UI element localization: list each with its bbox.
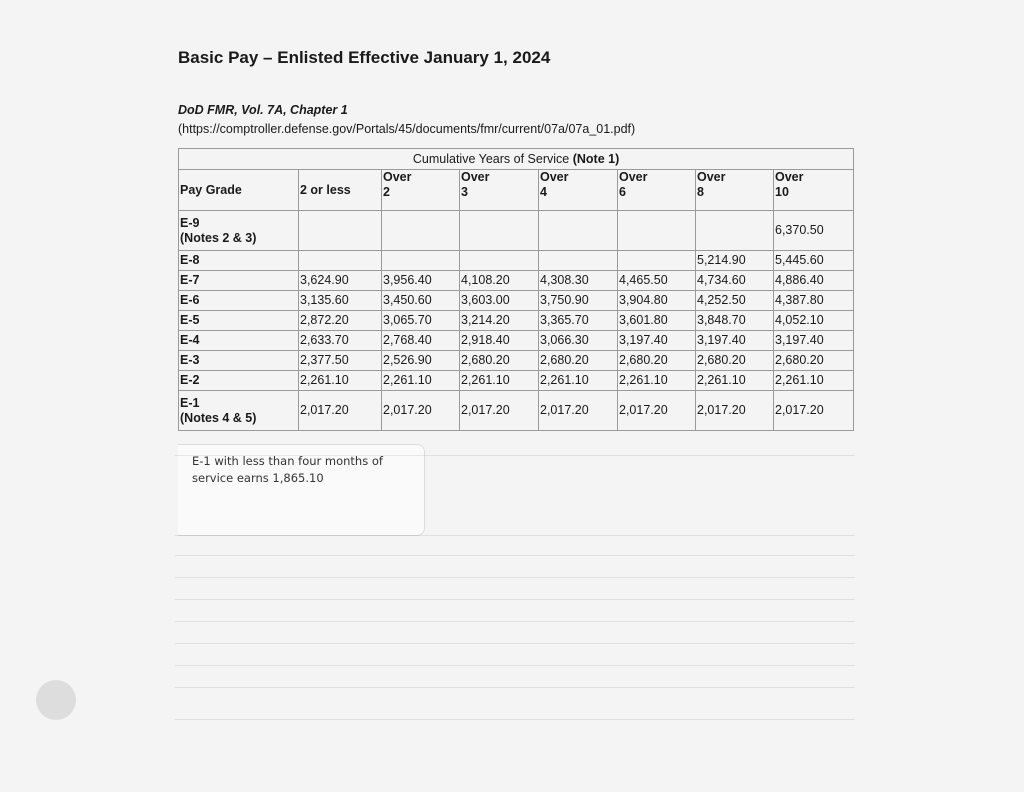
pay-value-cell: 2,768.40 — [382, 331, 460, 351]
pay-value-cell: 2,017.20 — [696, 391, 774, 431]
column-header: Over 2 — [382, 170, 460, 211]
pay-grade: E-6 — [180, 293, 200, 307]
table-row — [179, 331, 854, 351]
pay-value-cell: 2,261.10 — [539, 371, 618, 391]
column-header: Over 4 — [539, 170, 618, 211]
pay-value-cell: 3,197.40 — [618, 331, 696, 351]
pay-value-cell: 3,214.20 — [460, 311, 539, 331]
pay-value-cell — [460, 211, 539, 251]
pay-value-cell: 4,886.40 — [774, 271, 854, 291]
pay-grade: E-5 — [180, 313, 200, 327]
pay-value-cell — [539, 251, 618, 271]
pay-value-cell: 2,261.10 — [774, 371, 854, 391]
grade-note: (Notes 2 & 3) — [180, 230, 257, 245]
pay-value-cell: 3,197.40 — [696, 331, 774, 351]
pay-value-cell: 3,956.40 — [382, 271, 460, 291]
column-header: 2 or less — [299, 170, 382, 211]
pay-value-cell: 3,624.90 — [299, 271, 382, 291]
pay-grade-cell — [179, 251, 299, 271]
pay-value-cell: 2,680.20 — [774, 351, 854, 371]
pay-value-cell: 2,680.20 — [460, 351, 539, 371]
column-header: Over 6 — [618, 170, 696, 211]
pay-value-cell — [382, 251, 460, 271]
column-header: Over 10 — [774, 170, 854, 211]
table-row — [179, 311, 854, 331]
super-header: Cumulative Years of Service (Note 1) — [179, 149, 854, 170]
table-row — [179, 271, 854, 291]
pay-value-cell — [618, 211, 696, 251]
pay-grade: E-9 — [180, 215, 200, 230]
pay-value-cell: 6,370.50 — [774, 211, 854, 251]
pay-grade-cell — [179, 351, 299, 371]
pay-value-cell — [299, 251, 382, 271]
pay-grade-cell — [179, 391, 299, 431]
pay-value-cell: 2,017.20 — [539, 391, 618, 431]
pay-grade: E-2 — [180, 373, 200, 387]
pay-value-cell: 4,465.50 — [618, 271, 696, 291]
pay-grade-cell — [179, 371, 299, 391]
pay-value-cell: 2,872.20 — [299, 311, 382, 331]
pay-value-cell: 5,445.60 — [774, 251, 854, 271]
pay-grade-cell — [179, 291, 299, 311]
pay-grade: E-8 — [180, 253, 200, 267]
pay-value-cell — [460, 251, 539, 271]
pay-value-cell — [539, 211, 618, 251]
reference-citation: DoD FMR, Vol. 7A, Chapter 1 — [178, 103, 348, 117]
pay-value-cell: 2,918.40 — [460, 331, 539, 351]
pay-value-cell: 2,261.10 — [618, 371, 696, 391]
column-header: Over 8 — [696, 170, 774, 211]
table-row — [179, 351, 854, 371]
pay-value-cell — [382, 211, 460, 251]
note-text: E-1 with less than four months of service earns 1,865.10 — [192, 454, 383, 485]
pay-value-cell: 2,261.10 — [460, 371, 539, 391]
pay-value-cell: 2,680.20 — [618, 351, 696, 371]
pay-value-cell: 3,601.80 — [618, 311, 696, 331]
pay-value-cell: 4,052.10 — [774, 311, 854, 331]
pay-grade-cell — [179, 331, 299, 351]
pay-value-cell: 4,387.80 — [774, 291, 854, 311]
table-row — [179, 291, 854, 311]
pay-value-cell: 3,135.60 — [299, 291, 382, 311]
pay-value-cell — [299, 211, 382, 251]
pay-value-cell: 2,377.50 — [299, 351, 382, 371]
pay-grade-cell — [179, 271, 299, 291]
pay-grade: E-4 — [180, 333, 200, 347]
column-header: Over 3 — [460, 170, 539, 211]
pay-value-cell: 2,261.10 — [299, 371, 382, 391]
pay-grade-cell — [179, 311, 299, 331]
pay-table — [178, 148, 854, 431]
pay-value-cell: 4,308.30 — [539, 271, 618, 291]
pay-value-cell: 3,904.80 — [618, 291, 696, 311]
pay-value-cell: 2,680.20 — [696, 351, 774, 371]
pay-value-cell: 2,526.90 — [382, 351, 460, 371]
source-url: (https://comptroller.defense.gov/Portals/45/documents/fmr/current/07a/07a_01.pdf) — [178, 122, 636, 136]
pay-value-cell — [696, 211, 774, 251]
pay-value-cell: 3,197.40 — [774, 331, 854, 351]
pay-value-cell: 3,065.70 — [382, 311, 460, 331]
table-row — [179, 251, 854, 271]
pay-value-cell: 5,214.90 — [696, 251, 774, 271]
pay-value-cell: 2,017.20 — [382, 391, 460, 431]
pay-value-cell — [618, 251, 696, 271]
pay-value-cell: 4,252.50 — [696, 291, 774, 311]
pay-value-cell: 3,365.70 — [539, 311, 618, 331]
pay-value-cell: 2,261.10 — [696, 371, 774, 391]
pay-value-cell: 2,017.20 — [299, 391, 382, 431]
pay-value-cell: 2,680.20 — [539, 351, 618, 371]
pay-value-cell: 4,108.20 — [460, 271, 539, 291]
pay-value-cell: 3,750.90 — [539, 291, 618, 311]
pay-value-cell: 3,450.60 — [382, 291, 460, 311]
pay-value-cell: 3,603.00 — [460, 291, 539, 311]
note-box — [178, 444, 425, 536]
pay-value-cell: 2,017.20 — [460, 391, 539, 431]
column-header: Pay Grade — [179, 170, 299, 211]
pay-grade: E-7 — [180, 273, 200, 287]
punch-hole-shadow — [36, 680, 76, 720]
table-row — [179, 211, 854, 251]
pay-value-cell: 3,848.70 — [696, 311, 774, 331]
page-title: Basic Pay – Enlisted Effective January 1, 2024 — [178, 48, 551, 67]
pay-value-cell: 2,261.10 — [382, 371, 460, 391]
table-row — [179, 371, 854, 391]
pay-grade: E-3 — [180, 353, 200, 367]
pay-value-cell: 4,734.60 — [696, 271, 774, 291]
table-row — [179, 391, 854, 431]
pay-value-cell: 2,017.20 — [618, 391, 696, 431]
grade-note: (Notes 4 & 5) — [180, 410, 257, 425]
pay-value-cell: 2,633.70 — [299, 331, 382, 351]
pay-grade-cell — [179, 211, 299, 251]
pay-grade: E-1 — [180, 395, 200, 410]
pay-value-cell: 3,066.30 — [539, 331, 618, 351]
pay-value-cell: 2,017.20 — [774, 391, 854, 431]
